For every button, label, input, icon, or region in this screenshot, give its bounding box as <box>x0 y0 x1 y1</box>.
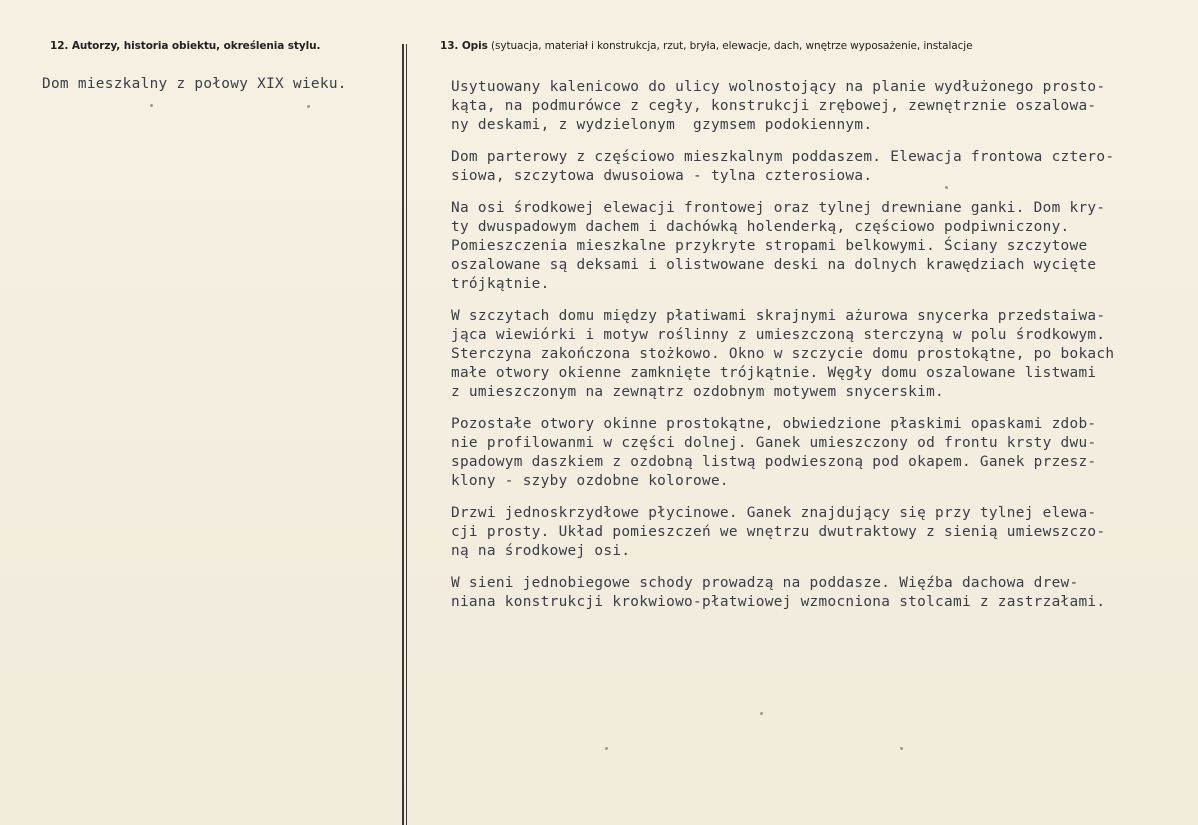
description-line: Pomieszczenia mieszkalne przykryte stropami belkowymi. Ściany szczytowe <box>451 238 1088 254</box>
description-line: spadowym daszkiem z ozdobną listwą podwieszoną pod okapem. Ganek przesz- <box>451 454 1097 470</box>
description-line: W sieni jednobiegowe schody prowadzą na poddasze. Więźba dachowa drew- <box>451 575 1079 591</box>
description-line: siowa, szczytowa dwusoiowa - tylna czterosiowa. <box>451 168 873 184</box>
description-line: kąta, na podmurówce z cegły, konstrukcji zrębowej, zewnętrznie oszalowa- <box>451 98 1097 114</box>
section-13-heading <box>440 40 972 52</box>
description-line: W szczytach domu między płatiwami skrajnymi ażurowa snycerka przedstaiwa- <box>451 308 1106 324</box>
section-13-heading-label: 13. Opis <box>440 40 488 52</box>
description-line: nie profilowanmi w części dolnej. Ganek umieszczony od frontu krsty dwu- <box>451 435 1097 451</box>
description-line: Pozostałe otwory okinne prostokątne, obwiedzione płaskimi opaskami zdob- <box>451 416 1097 432</box>
column-divider-inner <box>406 44 407 825</box>
description-line: ty dwuspadowym dachem i dachówką holenderką, częściowo podpiwniczony. <box>451 219 1070 235</box>
paper-speck <box>307 105 310 108</box>
description-line: klony - szyby ozdobne kolorowe. <box>451 473 729 489</box>
description-line: ny deskami, z wydzielonym gzymsem podokiennym. <box>451 117 873 133</box>
description-line: oszalowane są deksami i olistwowane deski na dolnych krawędziach wycięte <box>451 257 1097 273</box>
description-line: Dom parterowy z częściowo mieszkalnym poddaszem. Elewacja frontowa cztero- <box>451 149 1115 165</box>
column-divider <box>402 44 404 825</box>
paper-speck <box>900 747 903 750</box>
section-13-description <box>451 78 1196 625</box>
description-line: Drzwi jednoskrzydłowe płycinowe. Ganek znajdujący się przy tylnej elewa- <box>451 505 1097 521</box>
description-paragraph <box>451 148 1196 186</box>
paper-speck <box>605 747 608 750</box>
description-line: jąca wiewiórki i motyw roślinny z umieszczoną sterczyną w polu środkowym. <box>451 327 1106 343</box>
description-line: Sterczyna zakończona stożkowo. Okno w szczycie domu prostokątne, po bokach <box>451 346 1115 362</box>
description-paragraph <box>451 307 1196 402</box>
description-paragraph <box>451 199 1196 294</box>
description-paragraph <box>451 504 1196 561</box>
description-line: cji prosty. Układ pomieszczeń we wnętrzu dwutraktowy z sienią umiewszczo- <box>451 524 1106 540</box>
description-line: Usytuowany kalenicowo do ulicy wolnostojący na planie wydłużonego prosto- <box>451 79 1106 95</box>
description-line: trójkątnie. <box>451 276 550 292</box>
section-13-heading-detail: (sytuacja, materiał i konstrukcja, rzut, bryła, elewacje, dach, wnętrze wyposażenie, instalacje <box>487 40 973 52</box>
description-line: z umieszczonym na zewnątrz ozdobnym motywem snycerskim. <box>451 384 945 400</box>
description-line: ną na środkowej osi. <box>451 543 631 559</box>
description-paragraph <box>451 78 1196 135</box>
section-12-text: Dom mieszkalny z połowy XIX wieku. <box>42 76 347 92</box>
description-paragraph <box>451 415 1196 491</box>
description-paragraph <box>451 574 1196 612</box>
description-line: małe otwory okienne zamknięte trójkątnie. Węgły domu oszalowane listwami <box>451 365 1097 381</box>
paper-speck <box>945 186 948 189</box>
description-line: Na osi środkowej elewacji frontowej oraz tylnej drewniane ganki. Dom kry- <box>451 200 1106 216</box>
description-line: niana konstrukcji krokwiowo-płatwiowej wzmocniona stolcami z zastrzałami. <box>451 594 1106 610</box>
paper-speck <box>150 104 153 107</box>
section-12-heading: 12. Autorzy, historia obiektu, określenia stylu. <box>50 40 321 52</box>
paper-speck <box>760 712 763 715</box>
